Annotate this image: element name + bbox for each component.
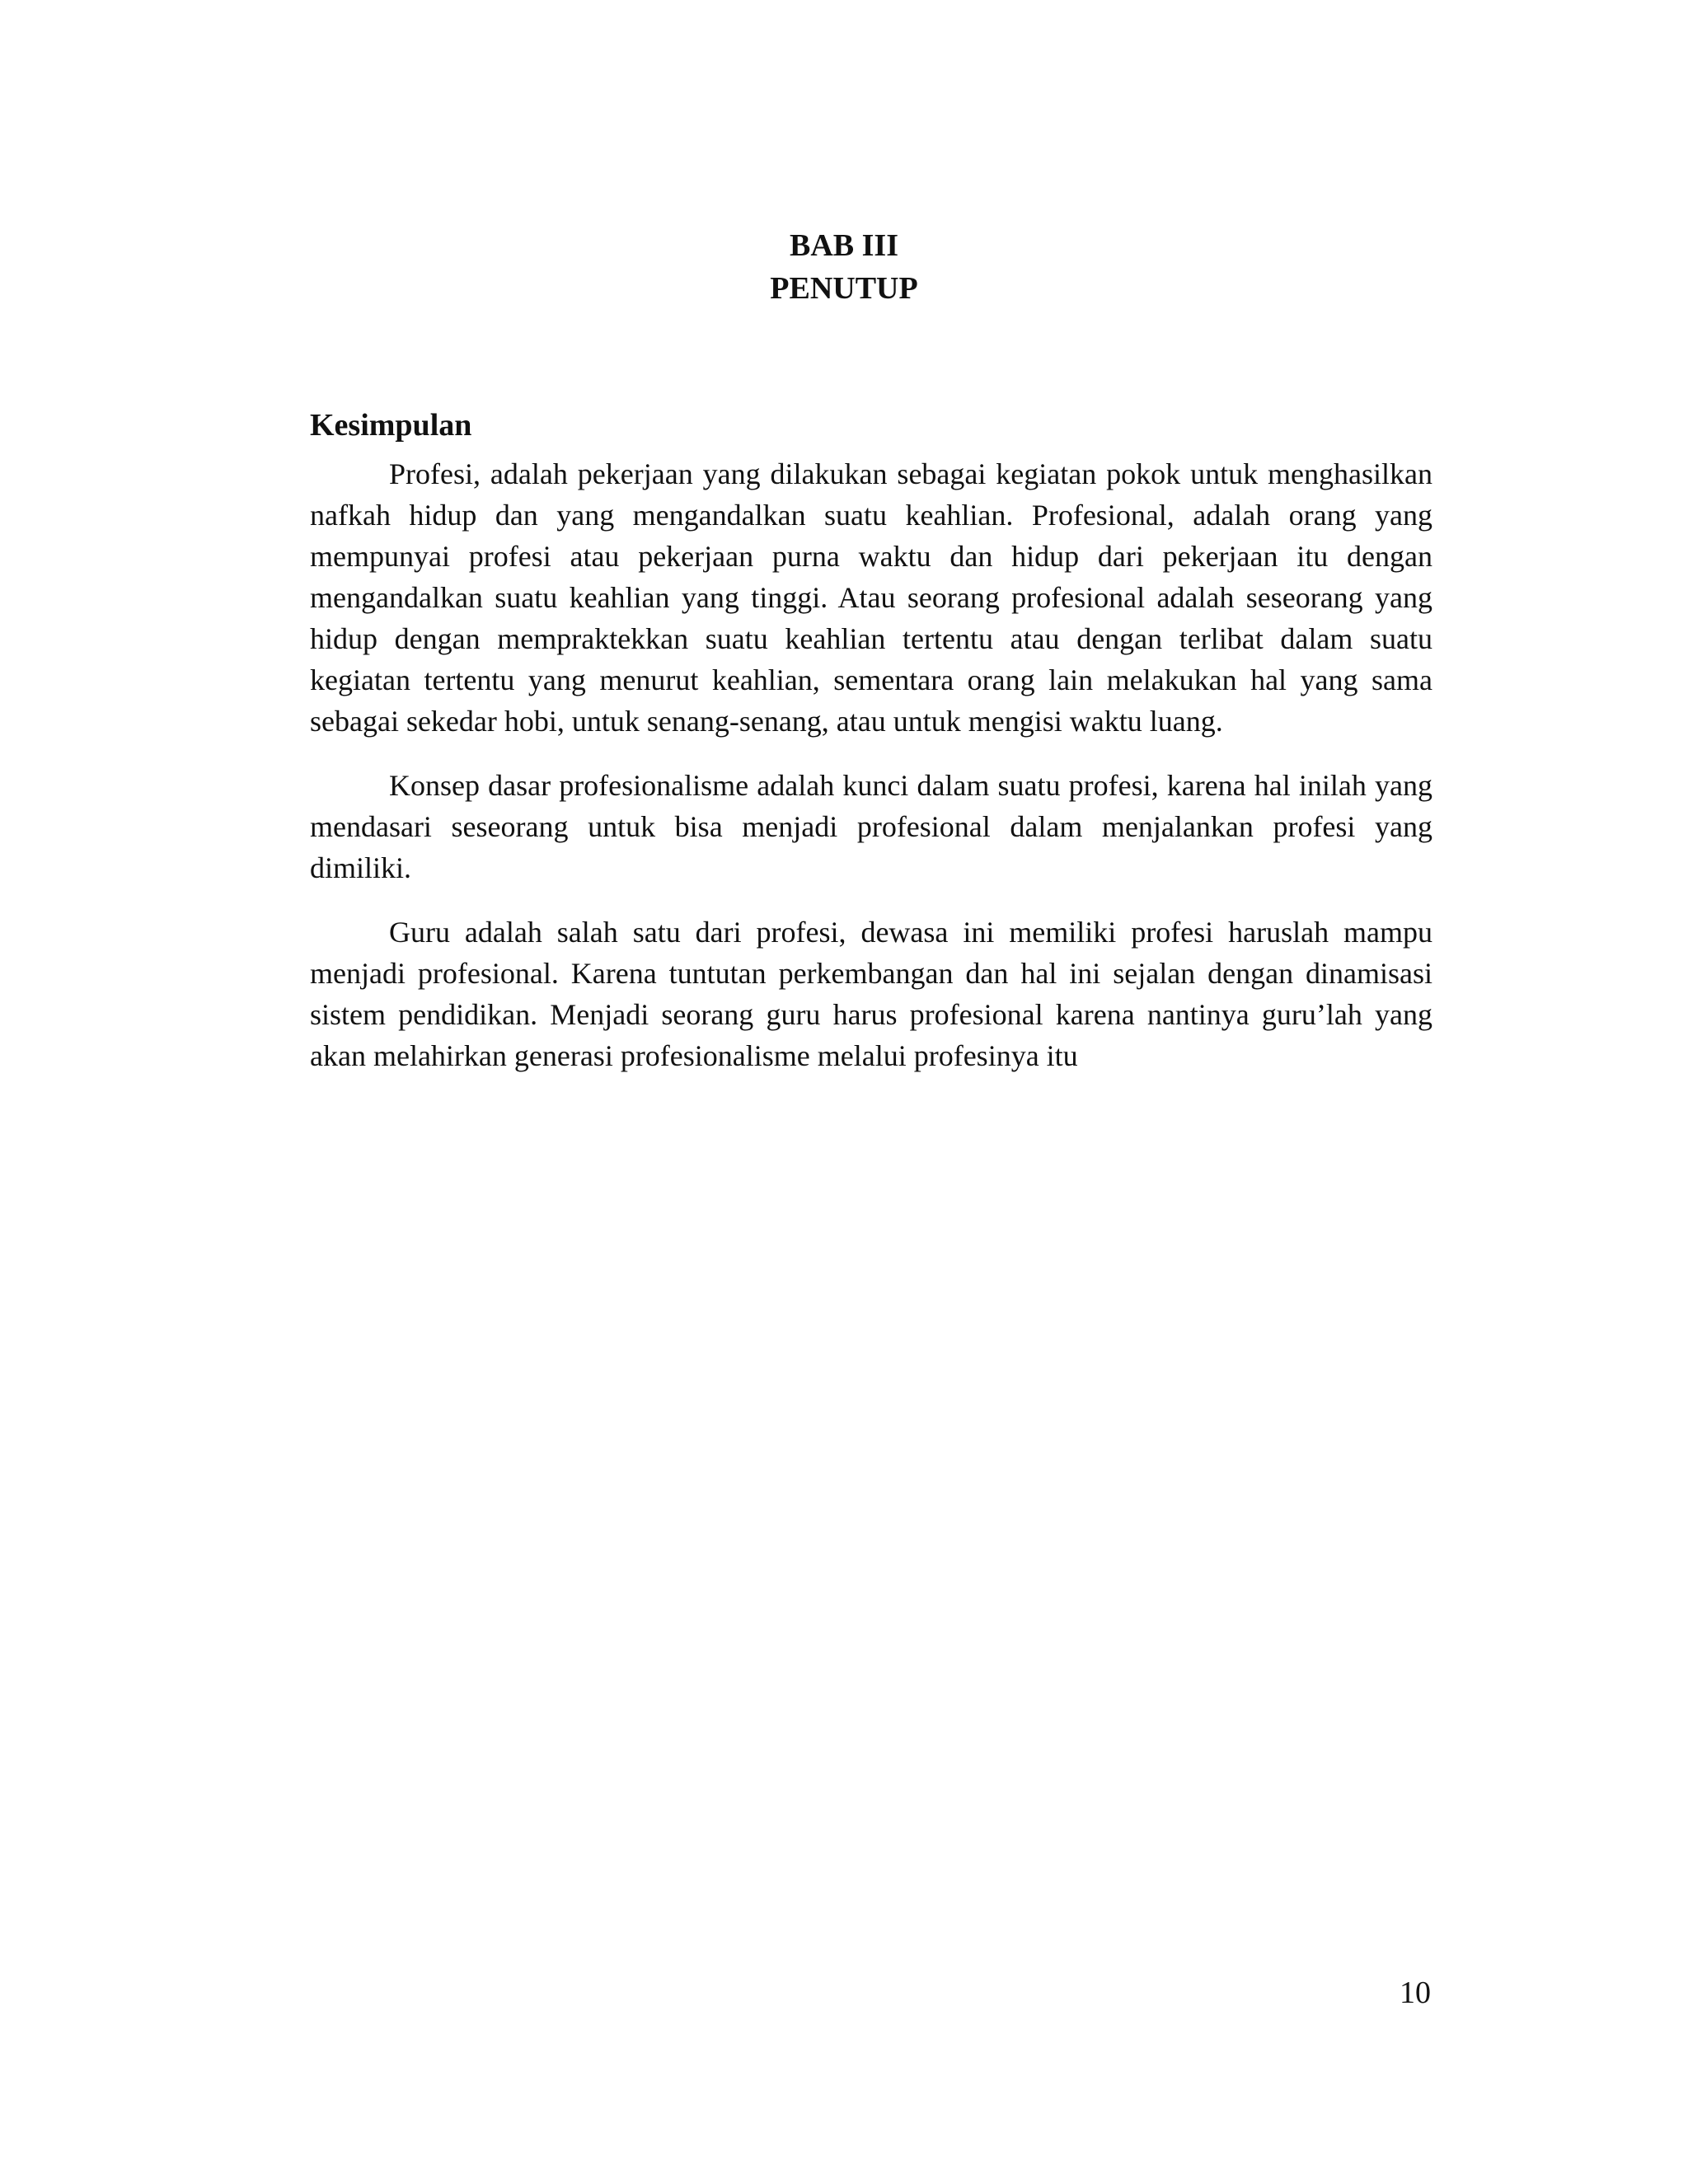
page-number: 10: [1400, 1975, 1431, 2010]
chapter-heading: [0, 224, 1688, 310]
section-title: Kesimpulan: [310, 408, 472, 443]
paragraph-concept: Konsep dasar profesionalisme adalah kunci dalam suatu profesi, karena hal inilah yang mendasari seseorang untuk bisa menjadi profesional dalam menjalankan profesi yang dimiliki.: [310, 769, 1432, 884]
paragraph-definition: Profesi, adalah pekerjaan yang dilakukan sebagai kegiatan pokok untuk menghasilkan nafkah hidup dan yang mengandalkan suatu keahlian. Profesional, adalah orang yang mempunyai profesi atau pekerjaan purna waktu dan hidup dari pekerjaan itu dengan mengandalkan suatu keahlian yang tinggi. Atau seorang profesional adalah seseorang yang hidup dengan mempraktekkan suatu keahlian tertentu atau dengan terlibat dalam suatu kegiatan tertentu yang menurut keahlian, sementara orang lain melakukan hal yang sama sebagai sekedar hobi, untuk senang-senang, atau untuk mengisi waktu luang.: [310, 457, 1432, 738]
chapter-number: BAB III: [790, 228, 898, 263]
chapter-title: PENUTUP: [770, 271, 918, 306]
main-content: [310, 404, 1432, 1099]
paragraph-teacher: Guru adalah salah satu dari profesi, dewasa ini memiliki profesi haruslah mampu menjadi profesional. Karena tuntutan perkembangan dan hal ini sejalan dengan dinamisasi sistem pendidikan. Menjadi seorang guru harus profesional karena nantinya guru’lah yang akan melahirkan generasi profesionalisme melalui profesinya itu: [310, 916, 1432, 1072]
